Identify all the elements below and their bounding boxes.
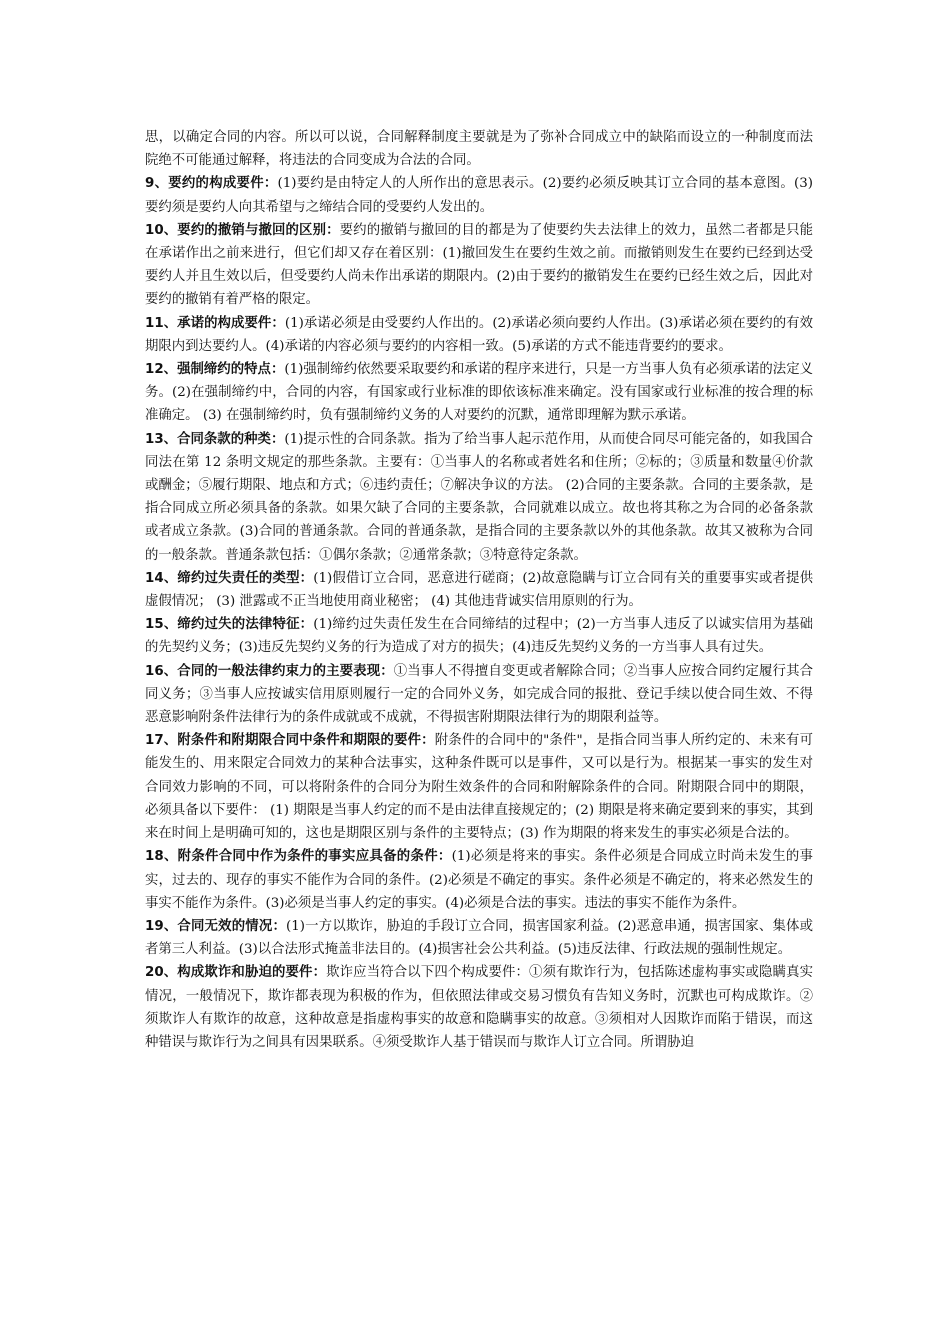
paragraph-16 — [145, 660, 813, 730]
paragraph-text: (1)强制缔约依然要采取要约和承诺的程序来进行，只是一方当事人负有必须承诺的法定义务。(2)在强制缔约中，合同的内容，有国家或行业标准的即依该标准来确定。没有国家或行业标准的按合理的标准确定。 (3) 在强制缔约时，负有强制缔约义务的人对要约的沉默，通常即理解为默示承诺。 — [145, 362, 814, 424]
paragraph-17 — [145, 729, 813, 845]
paragraph-text: (1)一方以欺诈，胁迫的手段订立合同，损害国家利益。(2)恶意串通，损害国家、集体或者第三人利益。(3)以合法形式掩盖非法目的。(4)损害社会公共利益。(5)违反法律、行政法规的强制性规定。 — [145, 918, 813, 958]
paragraph-heading: 12、强制缔约的特点： — [145, 362, 285, 378]
paragraph-18 — [145, 845, 813, 915]
paragraph-heading: 13、合同条款的种类： — [145, 431, 285, 447]
paragraph-15 — [145, 613, 813, 659]
paragraph-text: (1)必须是将来的事实。条件必须是合同成立时尚未发生的事实，过去的、现存的事实不能作为合同的条件。(2)必须是不确定的事实。条件必须是不确定的，将来必然发生的事实不能作为条件。(3)必须是当事人约定的事实。(4)必须是合法的事实。违法的事实不能作为条件。 — [145, 849, 813, 911]
paragraph-19 — [145, 915, 813, 961]
paragraph-heading: 17、附条件和附期限合同中条件和期限的要件： — [145, 733, 435, 749]
paragraph-intro — [145, 126, 813, 172]
paragraph-9 — [145, 172, 813, 218]
paragraph-text: (1)承诺必须是由受要约人作出的。(2)承诺必须向要约人作出。(3)承诺必须在要约的有效期限内到达要约人。(4)承诺的内容必须与要约的内容相一致。(5)承诺的方式不能违背要约的要求。 — [145, 315, 814, 354]
document-body — [145, 126, 813, 1054]
paragraph-heading: 15、缔约过失的法律特征： — [145, 617, 314, 633]
paragraph-13 — [145, 428, 813, 567]
paragraph-heading: 11、承诺的构成要件： — [145, 315, 285, 331]
paragraph-text: 欺诈应当符合以下四个构成要件：①须有欺诈行为，包括陈述虚构事实或隐瞒真实情况，一般情况下，欺诈都表现为积极的作为，但依照法律或交易习惯负有告知义务时，沉默也可构成欺诈。②须欺诈人有欺诈的故意，这种故意是指虚构事实的故意和隐瞒事实的故意。③须相对人因欺诈而陷于错误，而这种错误与欺诈行为之间具有因果联系。④须受欺诈人基于错误而与欺诈人订立合同。所谓胁迫 — [145, 965, 814, 1050]
paragraph-text: (1)假借订立合同，恶意进行磋商；(2)故意隐瞒与订立合同有关的重要事实或者提供虚假情况； (3) 泄露或不正当地使用商业秘密； (4) 其他违背诚实信用原则的行为。 — [145, 570, 814, 610]
paragraph-heading: 16、合同的一般法律约束力的主要表现： — [145, 663, 394, 679]
paragraph-20 — [145, 961, 813, 1054]
paragraph-text: 思，以确定合同的内容。所以可以说，合同解释制度主要就是为了弥补合同成立中的缺陷而设立的一种制度而法院绝不可能通过解释，将违法的合同变成为合法的合同。 — [145, 130, 813, 169]
paragraph-10 — [145, 219, 813, 312]
paragraph-heading: 10、要约的撤销与撤回的区别： — [145, 222, 340, 238]
paragraph-text: (1)提示性的合同条款。指为了给当事人起示范作用，从而使合同尽可能完备的，如我国合同法在第 12 条明文规定的那些条款。主要有：①当事人的名称或者姓名和住所；②标的；③质量和数量④价款或酬金；⑤履行期限、地点和方式；⑥违约责任；⑦解决争议的方法。 (2)合同的主要条款。合同的主要条款，是指合同成立所必须具备的条款。如果欠缺了合同的主要条款，合同就难以成立。故也将其称之为合同的必备条款或者成立条款。(3)合同的普通条款。合同的普通条款，是指合同的主要条款以外的其他条款。故其又被称为合同的一般条款。普通条款包括：①偶尔条款；②通常条款；③特意待定条款。 — [145, 431, 814, 563]
paragraph-text: ①当事人不得擅自变更或者解除合同；②当事人应按合同约定履行其合同义务；③当事人应按诚实信用原则履行一定的合同外义务，如完成合同的报批、登记手续以使合同生效、不得恶意影响附条件法律行为的条件成就或不成就，不得损害附期限法律行为的期限利益等。 — [145, 663, 814, 726]
paragraph-text: (1)要约是由特定人的人所作出的意思表示。(2)要约必须反映其订立合同的基本意图。(3)要约须是要约人向其希望与之缔结合同的受要约人发出的。 — [145, 176, 813, 215]
paragraph-11 — [145, 312, 813, 358]
paragraph-heading: 9、要约的构成要件： — [145, 176, 278, 192]
paragraph-text: (1)缔约过失责任发生在合同缔结的过程中；(2)一方当事人违反了以诚实信用为基础的先契约义务；(3)违反先契约义务的行为造成了对方的损失；(4)违反先契约义务的一方当事人具有过失。 — [145, 617, 814, 656]
paragraph-heading: 20、构成欺诈和胁迫的要件： — [145, 965, 327, 981]
paragraph-heading: 14、缔约过失责任的类型： — [145, 570, 314, 586]
paragraph-text: 附条件的合同中的"条件"，是指合同当事人所约定的、未来有可能发生的、用来限定合同效力的某种合法事实，这种条件既可以是事件，又可以是行为。根据某一事实的发生对合同效力影响的不同，可以将附条件的合同分为附生效条件的合同和附解除条件的合同。附期限合同中的期限，必须具备以下要件： (1) 期限是当事人约定的而不是由法律直接规定的；(2) 期限是将来确定要到来的事实，其到来在时间上是明确可知的，这也是期限区别与条件的主要特点；(3) 作为期限的将来发生的事实必须是合法的。 — [145, 733, 813, 842]
paragraph-12 — [145, 358, 813, 428]
paragraph-heading: 18、附条件合同中作为条件的事实应具备的条件： — [145, 849, 452, 865]
paragraph-text: 要约的撤销与撤回的目的都是为了使要约失去法律上的效力，虽然二者都是只能在承诺作出之前来进行，但它们却又存在着区别：(1)撤回发生在要约生效之前。而撤销则发生在要约已经到达受要约人并且生效以后，但受要约人尚未作出承诺的期限内。(2)由于要约的撤销发生在要约已经生效之后，因此对要约的撤销有着严格的限定。 — [145, 222, 813, 308]
paragraph-heading: 19、合同无效的情况： — [145, 918, 287, 934]
paragraph-14 — [145, 567, 813, 613]
